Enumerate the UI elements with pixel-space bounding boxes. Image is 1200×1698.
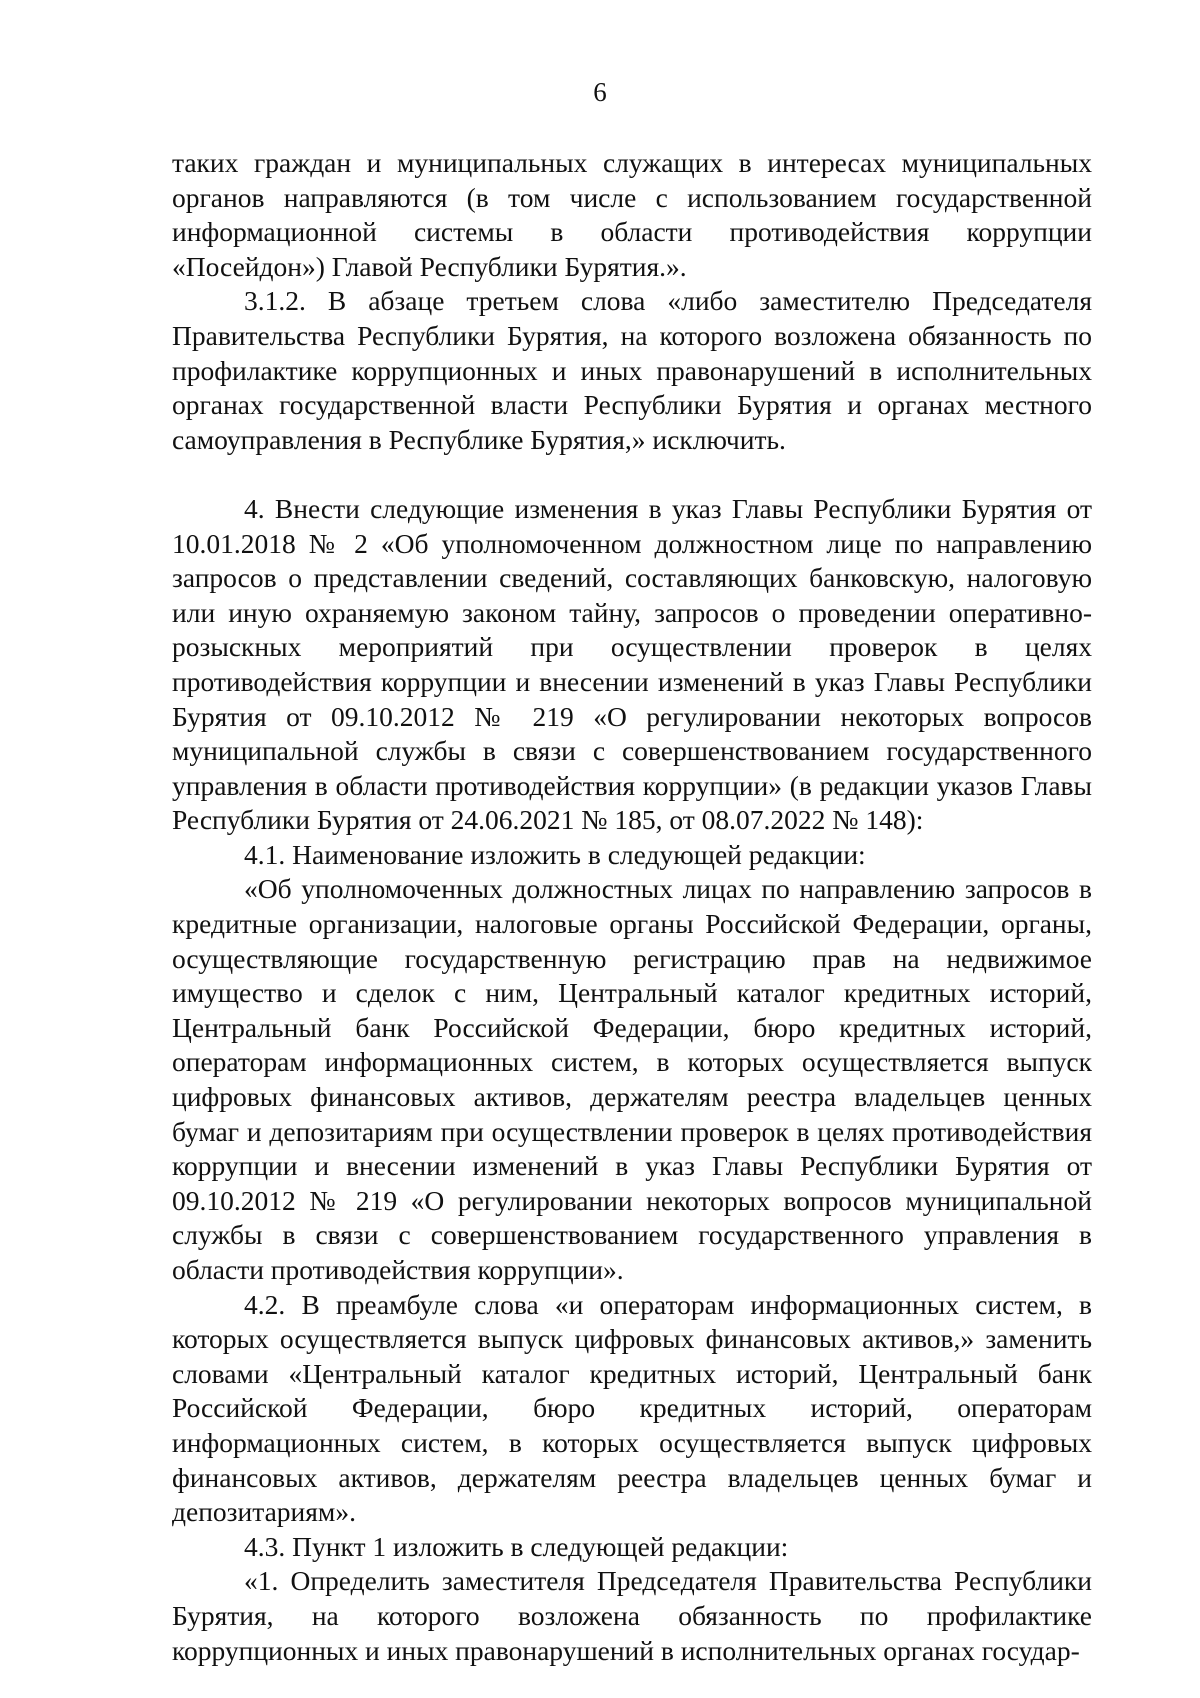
paragraph-4-2: 4.2. В преамбуле слова «и операторам информационных систем, в которых осуществляется выпуск цифровых финансовых активов,» заменить словами «Центральный каталог кредитных историй, Центральный банк Российской Федерации, бюро кредитных историй, операторам информационных систем, в которых осуществляется выпуск цифровых финансовых активов, держателям реестра владельцев ценных бумаг и депозитариям».	[172, 1288, 1092, 1528]
page-number: 6	[593, 77, 607, 107]
paragraph-3-1-2: 3.1.2. В абзаце третьем слова «либо заместителю Председателя Правительства Республики Бурятия, на которого возложена обязанность по профилактике коррупционных и иных правонарушений в исполнительных органах государственной власти Республики Бурятия и органах местного самоуправления в Республике Бурятия,» исключить.	[172, 285, 1092, 455]
document-body	[172, 146, 1092, 1668]
paragraph-4: 4. Внести следующие изменения в указ Главы Республики Бурятия от 10.01.2018 № 2 «Об уполномоченном должностном лице по направлению запросов о представлении сведений, составляющих банковскую, налоговую или иную охраняемую законом тайну, запросов о проведении оперативно-розыскных мероприятий при осуществлении проверок в целях противодействия коррупции и внесении изменений в указ Главы Республики Бурятия от 09.10.2012 № 219 «О регулировании некоторых вопросов муниципальной службы в связи с совершенствованием государственного управления в области противодействия коррупции» (в редакции указов Главы Республики Бурятия от 24.06.2021 № 185, от 08.07.2022 № 148):	[172, 492, 1092, 836]
paragraph-continuation: таких граждан и муниципальных служащих в интересах муниципальных органов направляются (в том числе с использованием государственной информационной системы в области противодействия коррупции «Посейдон») Главой Республики Бурятия.».	[172, 147, 1092, 282]
paragraph-4-3-quote: «1. Определить заместителя Председателя Правительства Республики Бурятия, на которого возложена обязанность по профилактике коррупционных и иных правонарушений в исполнительных органах государ-	[172, 1565, 1092, 1666]
paragraph-4-3: 4.3. Пункт 1 изложить в следующей редакции:	[244, 1530, 789, 1562]
paragraph-4-1-quote: «Об уполномоченных должностных лицах по направлению запросов в кредитные организации, налоговые органы Российской Федерации, органы, осуществляющие государственную регистрацию прав на недвижимое имущество и сделок с ним, Центральный каталог кредитных историй, Центральный банк Российской Федерации, бюро кредитных историй, операторам информационных систем, в которых осуществляется выпуск цифровых финансовых активов, держателям реестра владельцев ценных бумаг и депозитариям при осуществлении проверок в целях противодействия коррупции и внесении изменений в указ Главы Республики Бурятия от 09.10.2012 № 219 «О регулировании некоторых вопросов муниципальной службы в связи с совершенствованием государственного управления в области противодействия коррупции».	[172, 873, 1092, 1285]
paragraph-4-1: 4.1. Наименование изложить в следующей редакции:	[244, 838, 866, 870]
